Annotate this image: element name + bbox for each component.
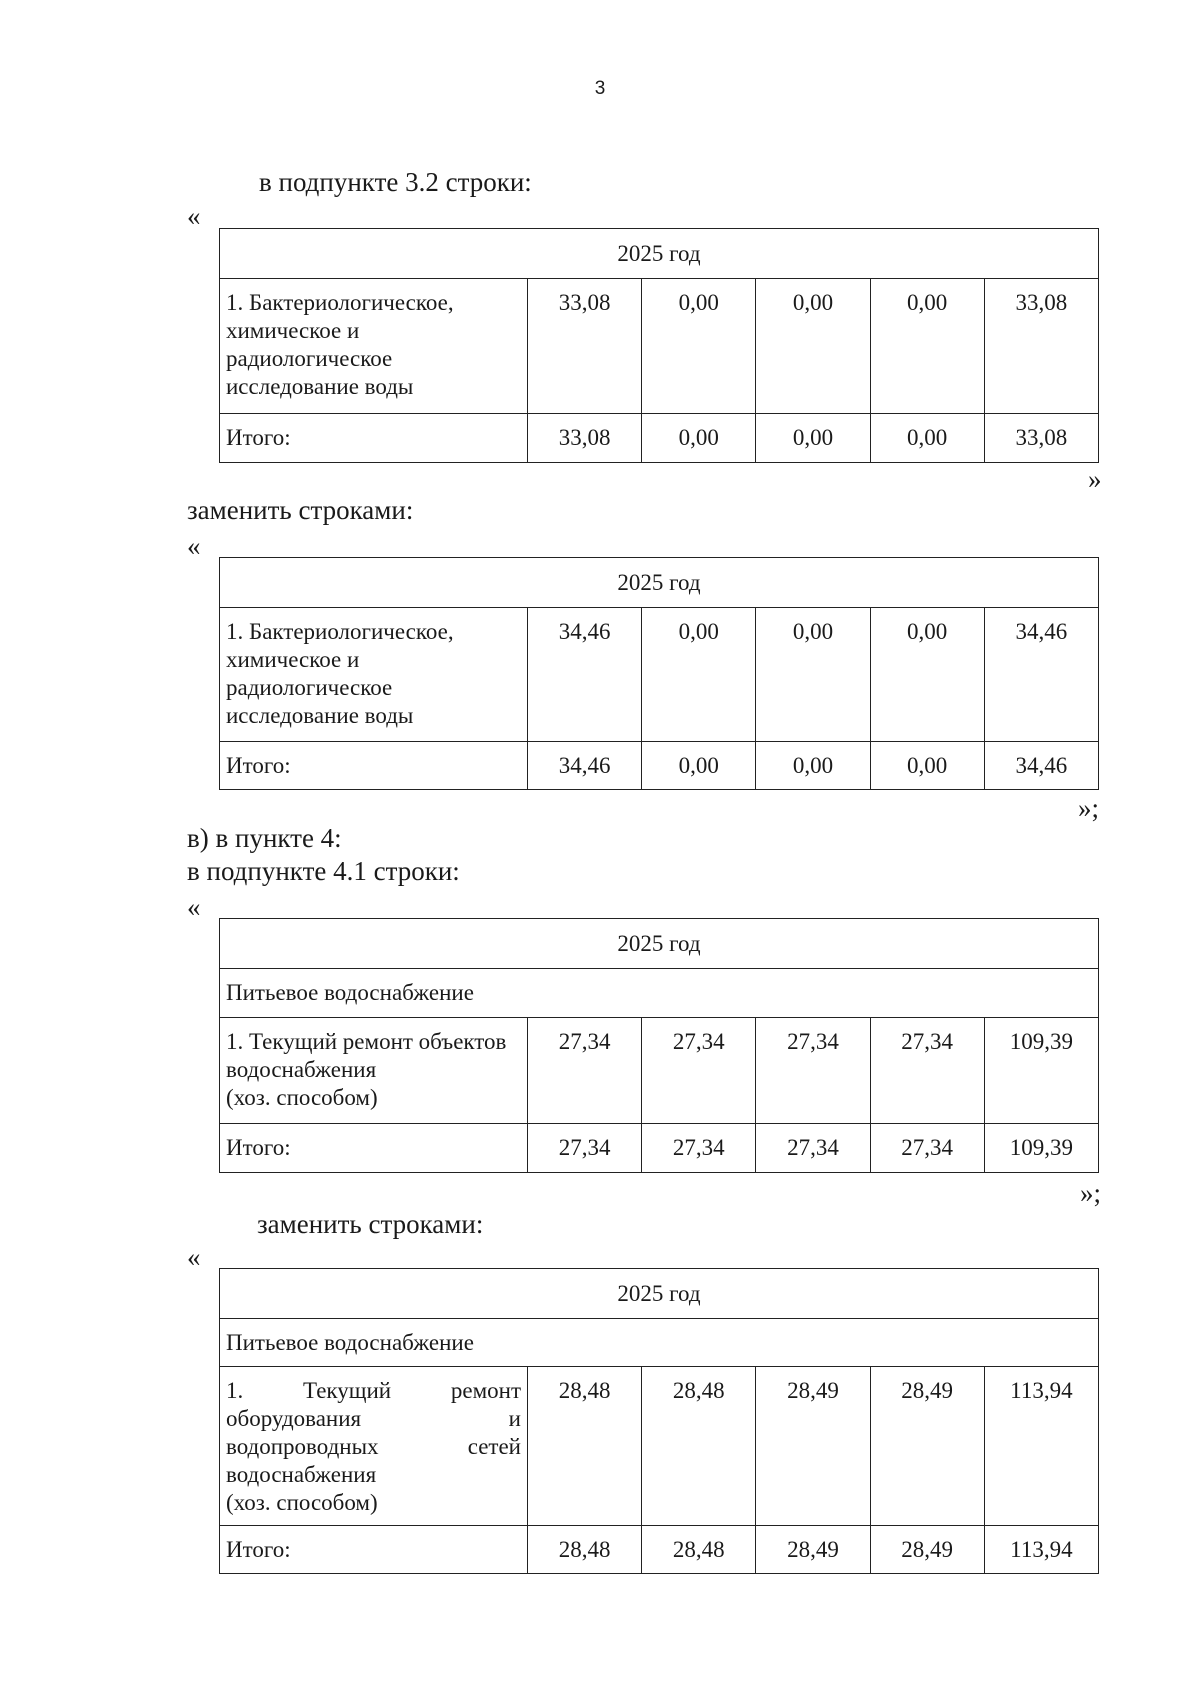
table-row bbox=[220, 608, 1099, 742]
section-header: Питьевое водоснабжение bbox=[220, 1319, 1099, 1367]
row-name-line: исследование воды bbox=[226, 374, 414, 399]
total-value: 28,48 bbox=[642, 1526, 756, 1574]
total-row bbox=[220, 1124, 1099, 1173]
total-value: 34,46 bbox=[528, 742, 642, 790]
value-cell: 33,08 bbox=[528, 279, 642, 414]
total-value: 113,94 bbox=[984, 1526, 1098, 1574]
value-cell: 0,00 bbox=[756, 608, 870, 742]
value-cell: 28,49 bbox=[756, 1367, 870, 1526]
total-value: 0,00 bbox=[870, 742, 984, 790]
total-value: 33,08 bbox=[984, 414, 1098, 463]
total-value: 27,34 bbox=[870, 1124, 984, 1173]
value-cell: 27,34 bbox=[528, 1018, 642, 1124]
total-label: Итого: bbox=[220, 742, 528, 790]
value-cell: 113,94 bbox=[984, 1367, 1098, 1526]
total-value: 28,48 bbox=[528, 1526, 642, 1574]
total-value: 0,00 bbox=[642, 414, 756, 463]
open-quote: « bbox=[187, 1242, 201, 1272]
row-name-line: 1. Текущий ремонт объектов bbox=[226, 1029, 507, 1054]
value-cell: 28,48 bbox=[528, 1367, 642, 1526]
total-value: 28,49 bbox=[756, 1526, 870, 1574]
old-rows-table-4-1 bbox=[219, 918, 1099, 1173]
intro-subclause-3-2: в подпункте 3.2 строки: bbox=[259, 167, 532, 197]
row-name bbox=[220, 279, 528, 414]
row-name-line: водоснабжения bbox=[226, 1057, 377, 1082]
year-header: 2025 год bbox=[220, 1269, 1099, 1319]
value-cell: 109,39 bbox=[984, 1018, 1098, 1124]
open-quote: « bbox=[187, 892, 201, 922]
close-quote: » bbox=[1088, 464, 1102, 494]
year-header: 2025 год bbox=[220, 558, 1099, 608]
total-value: 0,00 bbox=[756, 414, 870, 463]
new-rows-table-4-1 bbox=[219, 1268, 1099, 1574]
table-row bbox=[220, 1018, 1099, 1124]
total-value: 0,00 bbox=[642, 742, 756, 790]
total-label: Итого: bbox=[220, 1526, 528, 1574]
value-cell: 0,00 bbox=[870, 608, 984, 742]
open-quote: « bbox=[187, 531, 201, 561]
row-name bbox=[220, 1018, 528, 1124]
table-row bbox=[220, 279, 1099, 414]
value-cell: 33,08 bbox=[984, 279, 1098, 414]
total-label: Итого: bbox=[220, 1124, 528, 1173]
value-cell: 34,46 bbox=[984, 608, 1098, 742]
total-value: 0,00 bbox=[870, 414, 984, 463]
row-name-line: водоснабжения bbox=[226, 1462, 377, 1487]
value-cell: 28,49 bbox=[870, 1367, 984, 1526]
value-cell: 0,00 bbox=[870, 279, 984, 414]
total-value: 0,00 bbox=[756, 742, 870, 790]
total-value: 27,34 bbox=[528, 1124, 642, 1173]
value-cell: 0,00 bbox=[642, 279, 756, 414]
row-name-line: 1. Бактериологическое, bbox=[226, 619, 454, 644]
row-name-line: радиологическое bbox=[226, 346, 393, 371]
row-name bbox=[220, 608, 528, 742]
close-quote-semicolon: »; bbox=[1080, 1178, 1102, 1208]
total-value: 27,34 bbox=[756, 1124, 870, 1173]
close-quote-semicolon: »; bbox=[1078, 793, 1100, 823]
row-name bbox=[220, 1367, 528, 1526]
page-number: 3 bbox=[594, 78, 606, 99]
row-name-line: 1. Текущий ремонт bbox=[226, 1378, 521, 1403]
open-quote: « bbox=[187, 201, 201, 231]
total-row bbox=[220, 414, 1099, 463]
value-cell: 34,46 bbox=[528, 608, 642, 742]
row-name-line: радиологическое bbox=[226, 675, 393, 700]
replace-with-text: заменить строками: bbox=[257, 1209, 484, 1239]
total-label: Итого: bbox=[220, 414, 528, 463]
old-rows-table-3-2 bbox=[219, 228, 1099, 463]
value-cell: 0,00 bbox=[756, 279, 870, 414]
new-rows-table-3-2 bbox=[219, 557, 1099, 790]
intro-subclause-4-1: в подпункте 4.1 строки: bbox=[187, 856, 460, 886]
row-name-line: (хоз. способом) bbox=[226, 1085, 378, 1110]
total-value: 109,39 bbox=[984, 1124, 1098, 1173]
row-name-line: химическое и bbox=[226, 318, 360, 343]
year-header: 2025 год bbox=[220, 229, 1099, 279]
total-value: 33,08 bbox=[528, 414, 642, 463]
total-row bbox=[220, 742, 1099, 790]
value-cell: 27,34 bbox=[870, 1018, 984, 1124]
section-header: Питьевое водоснабжение bbox=[220, 969, 1099, 1018]
row-name-line: (хоз. способом) bbox=[226, 1490, 378, 1515]
total-value: 27,34 bbox=[642, 1124, 756, 1173]
year-header: 2025 год bbox=[220, 919, 1099, 969]
replace-with-text: заменить строками: bbox=[187, 495, 414, 525]
row-name-line: химическое и bbox=[226, 647, 360, 672]
value-cell: 0,00 bbox=[642, 608, 756, 742]
total-value: 34,46 bbox=[984, 742, 1098, 790]
table-row bbox=[220, 1367, 1099, 1526]
row-name-line: 1. Бактериологическое, bbox=[226, 290, 454, 315]
total-value: 28,49 bbox=[870, 1526, 984, 1574]
value-cell: 28,48 bbox=[642, 1367, 756, 1526]
row-name-line: исследование воды bbox=[226, 703, 414, 728]
row-name-line: оборудования и bbox=[226, 1406, 521, 1431]
value-cell: 27,34 bbox=[756, 1018, 870, 1124]
item-v-clause-4: в) в пункте 4: bbox=[187, 823, 342, 853]
value-cell: 27,34 bbox=[642, 1018, 756, 1124]
total-row bbox=[220, 1526, 1099, 1574]
row-name-line: водопроводных сетей bbox=[226, 1434, 521, 1459]
